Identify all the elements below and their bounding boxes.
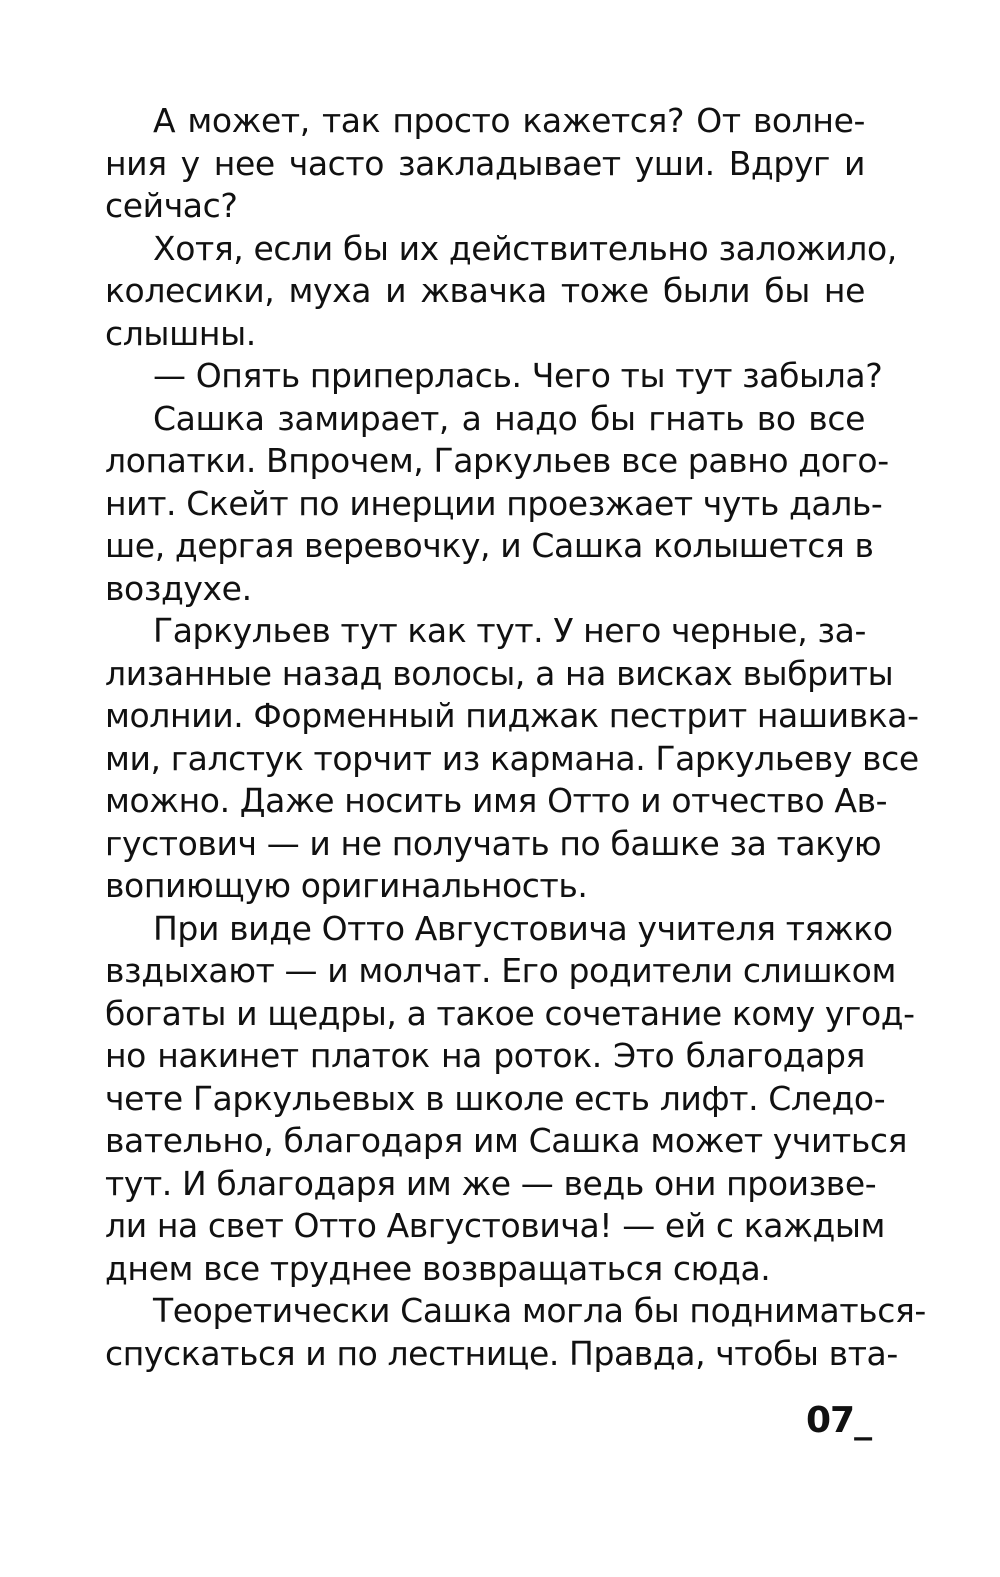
paragraph-5 — [105, 610, 919, 908]
paragraph-3 — [105, 355, 883, 398]
paragraph-6 — [105, 908, 915, 1291]
page-number: 07_ — [806, 1400, 872, 1441]
text-line: колесики, муха и жвачка тоже были бы не — [105, 271, 865, 310]
paragraph-7 — [105, 1290, 926, 1375]
text-line: Гаркульев тут как тут. У него черные, за- — [153, 611, 866, 650]
text-line: тут. И благодаря им же — ведь они произве- — [105, 1163, 877, 1203]
page-text — [105, 100, 926, 1375]
text-line: вздыхают — и молчат. Его родители слишком — [105, 951, 896, 990]
text-line: богаты и щедры, а такое сочетание кому угод- — [105, 993, 915, 1033]
paragraph-4 — [105, 398, 889, 611]
text-line: При виде Отто Августовича учителя тяжко — [153, 908, 893, 948]
text-line: чете Гаркульевых в школе есть лифт. Следо- — [105, 1078, 886, 1118]
text-line: молнии. Форменный пиджак пестрит нашивка- — [105, 696, 919, 735]
text-line: воздухе. — [105, 568, 252, 608]
text-line: спускаться и по лестнице. Правда, чтобы вта- — [105, 1333, 898, 1373]
text-line: А может, так просто кажется? От волне- — [153, 101, 865, 140]
text-line: Теоретически Сашка могла бы подниматься- — [153, 1291, 926, 1330]
text-line: вопиющую оригинальность. — [105, 866, 588, 905]
text-line: можно. Даже носить имя Отто и отчество Ав- — [105, 781, 888, 820]
text-line: днем все труднее возвращаться сюда. — [105, 1248, 771, 1288]
text-line: слышны. — [105, 313, 256, 353]
paragraph-2 — [105, 228, 897, 356]
text-line: ми, галстук торчит из кармана. Гаркульеву все — [105, 738, 919, 778]
text-line: густович — и не получать по башке за такую — [105, 823, 882, 863]
text-line: ли на свет Отто Августовича! — ей с каждым — [105, 1206, 886, 1245]
paragraph-1 — [105, 100, 865, 228]
text-line: ния у нее часто закладывает уши. Вдруг и — [105, 143, 865, 183]
text-line: Хотя, если бы их действительно заложило, — [153, 228, 897, 268]
text-line: ше, дергая веревочку, и Сашка колышется в — [105, 526, 874, 565]
text-line: лизанные назад волосы, а на висках выбриты — [105, 653, 894, 693]
text-line: вательно, благодаря им Сашка может учиться — [105, 1121, 908, 1160]
text-line: — Опять приперлась. Чего ты тут забыла? — [153, 356, 883, 395]
text-line: но накинет платок на роток. Это благодаря — [105, 1036, 865, 1075]
text-line: сейчас? — [105, 186, 238, 225]
text-line: Сашка замирает, а надо бы гнать во все — [153, 398, 865, 438]
text-line: лопатки. Впрочем, Гаркульев все равно дого- — [105, 441, 889, 480]
text-line: нит. Скейт по инерции проезжает чуть даль- — [105, 483, 883, 523]
